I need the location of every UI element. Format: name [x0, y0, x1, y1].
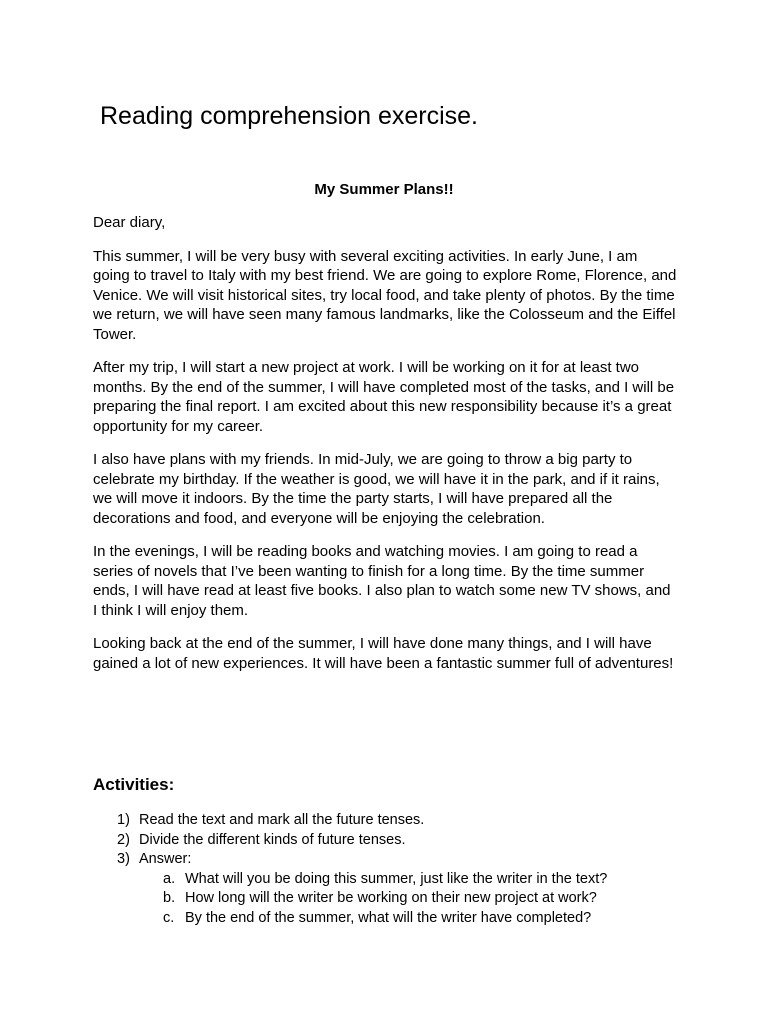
- question-item: [163, 889, 741, 909]
- questions-list: [163, 870, 741, 929]
- paragraph: This summer, I will be very busy with several exciting activities. In early June, I am going to travel to Italy with my best friend. We are going to explore Rome, Florence, and Venice. We will visit historical sites, try local food, and take plenty of photos. By the time we return, we will have seen many famous landmarks, like the Colosseum and the Eiffel Tower.: [93, 247, 677, 343]
- question-letter: a.: [163, 870, 176, 887]
- letter-title: My Summer Plans!!: [314, 181, 454, 198]
- paragraph: After my trip, I will start a new project at work. I will be working on it for at least two months. By the end of the summer, I will have completed most of the tasks, and I will be preparing the final report. I am excited about this new responsibility because it’s a great opportunity for my career.: [93, 359, 675, 435]
- activities-heading: Activities:: [93, 775, 175, 794]
- question-letter: c.: [163, 909, 175, 926]
- page-title: Reading comprehension exercise.: [100, 102, 478, 130]
- list-item-number: 1): [117, 812, 130, 828]
- question-letter: b.: [163, 890, 176, 906]
- list-item-text: Answer:: [139, 851, 192, 867]
- letter-greeting: Dear diary,: [93, 214, 166, 231]
- activities-list: [117, 811, 717, 928]
- paragraph: Looking back at the end of the summer, I will have done many things, and I will have gained a lot of new experiences. It will have been a fantastic summer full of adventures!: [93, 635, 674, 672]
- letter-body: [93, 213, 678, 687]
- list-item-text: Read the text and mark all the future tenses.: [139, 812, 425, 828]
- list-item: [117, 850, 717, 928]
- question-text: What will you be doing this summer, just like the writer in the text?: [185, 870, 608, 887]
- question-item: [163, 870, 741, 890]
- list-item-number: 3): [117, 851, 130, 867]
- list-item-text: Divide the different kinds of future tenses.: [139, 831, 406, 848]
- list-item-number: 2): [117, 831, 130, 848]
- paragraph: I also have plans with my friends. In mid-July, we are going to throw a big party to celebrate my birthday. If the weather is good, we will have it in the park, and if it rains, we will move it indoors. By the time the party starts, I will have prepared all the decorations and food, and everyone will be enjoying the celebration.: [93, 451, 660, 527]
- paragraph: In the evenings, I will be reading books and watching movies. I am going to read a series of novels that I’ve been wanting to finish for a long time. By the time summer ends, I will have read at least five books. I also plan to watch some new TV shows, and I think I will enjoy them.: [93, 543, 671, 619]
- question-item: [163, 909, 741, 929]
- question-text: By the end of the summer, what will the writer have completed?: [185, 909, 592, 926]
- list-item: [117, 831, 717, 851]
- list-item: [117, 811, 717, 831]
- question-text: How long will the writer be working on their new project at work?: [185, 890, 597, 906]
